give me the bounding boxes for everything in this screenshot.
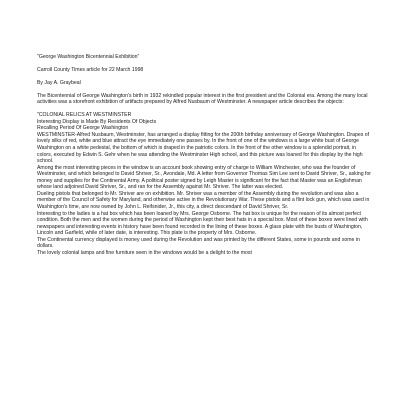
article-subhead-1: Interesting Display is Made By Residents Of Objects (37, 118, 157, 125)
article-subhead-2: Recalling Period Of George Washington (37, 125, 129, 132)
document-content (37, 54, 371, 256)
article-paragraph: The Continental currency displayed is money used during the Revolution and was printed by the different States, some in pounds and some in dollars. (37, 236, 360, 250)
document-source: Carroll County Times article for 22 March 1998 (37, 66, 144, 73)
document-byline: By Jay A. Graybeal (37, 79, 81, 86)
article-paragraph: Interesting to the ladies is a hat box which has been loaned by Mrs. George Osborne. The hat box is unique for the reason of its almost perfect condition. Both the men and the women during the period of Washington kept their best hats in a special box. Most of these boxes were lined with newspapers and interesting events in history have been found recorded in the lining of these boxes. A glass plate with the busts of Washington, Lincoln and Garfield, while of later date, is interesting. This plate is the property of Mrs. Osborne. (37, 210, 368, 237)
article-headline: "COLONIAL RELICS AT WESTMINSTER (37, 112, 132, 119)
article-paragraph: The lovely colonial lamps and fine furniture seen in the windows would be a delight to the most (37, 249, 252, 256)
article-paragraph: Among the most interesting pieces in the window is an account book showing entry of charge to William Winchester, who was the founder of Westminster, and which belonged to David Shriver, Sr., Avondale, Md. A letter from Governor Thomas Sim Lee sent to David Shriver, Sr., asking for money and supplies for the Continental Army. A political poster signed by Leigh Master is significant for the fact that Master was an Englishman whose land adjoined David Shriver, Sr., and ran for the Assembly against Mr. Shriver. The latter was elected. (37, 164, 372, 191)
quoted-article (37, 112, 371, 256)
article-paragraph: Dueling pistols that belonged to Mr. Shriver are on exhibition. Mr. Shriver was a member of the Assembly during the revolution and was also a member of the Council of Safety for Maryland, and otherwise active in the Revolutionary War. These pistols and a flint lock gun, which was used in Washington's time, are now owned by John L. Reifsnider, Jr., this city, a direct descendant of David Shriver, Sr. (37, 190, 370, 210)
intro-paragraph: The Bicentennial of George Washington's birth in 1932 rekindled popular interest in the first president and the Colonial era. Among the many local activities was a storefront exhibition of artifacts prepared by Alfred Nusbaum of Westminster. A newspaper article describes the objects: (37, 92, 368, 106)
article-paragraph: WESTMINSTER-Alfred Nusbaum, Westminster, has arranged a display fitting for the 200th birthday anniversary of George Washington. Drapes of lovely silks of red, white and blue attract the eye immediately one passes by. In the front of one of the windows is a large white bust of George Washington on a white pedestal, the bottom of which is draped in the patriotic colors. In the front of the other window is a splendid portrait, in colors, executed by Edwin S. Gehr when he was attending the Westminster High school, and this picture was loaned for this display by the high school. (37, 131, 370, 165)
document-title: "George Washington Bicentennial Exhibition" (37, 54, 140, 60)
